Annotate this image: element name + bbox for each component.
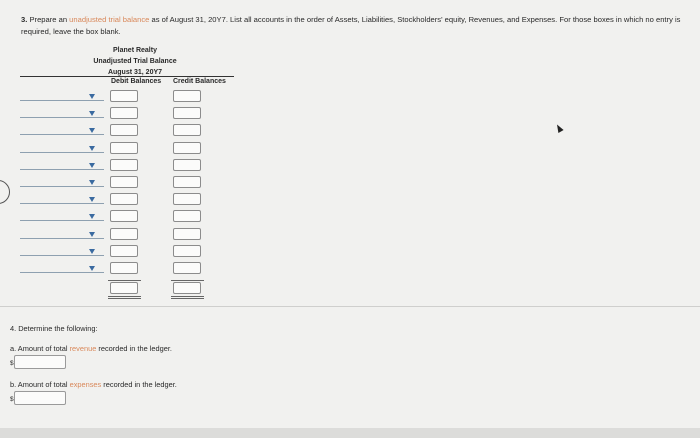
account-select[interactable] [20,238,104,239]
debit-double-rule [108,296,141,297]
debit-header: Debit Balances [111,78,162,85]
credit-amount-input[interactable] [173,193,201,205]
chevron-down-icon[interactable] [89,249,95,254]
debit-amount-input[interactable] [110,245,138,257]
credit-amount-input[interactable] [173,159,201,171]
q3-term-link[interactable]: unadjusted trial balance [69,15,150,24]
debit-double-rule [108,298,141,299]
credit-amount-input[interactable] [173,90,201,102]
debit-amount-input[interactable] [110,262,138,274]
question-4-intro: 4. Determine the following: [10,324,98,333]
debit-amount-input[interactable] [110,228,138,240]
credit-total-input[interactable] [173,282,201,294]
chevron-down-icon[interactable] [89,232,95,237]
credit-amount-input[interactable] [173,142,201,154]
chevron-down-icon[interactable] [89,128,95,133]
chevron-down-icon[interactable] [89,146,95,151]
question-number: 3. [21,15,28,24]
debit-amount-input[interactable] [110,142,138,154]
account-select[interactable] [20,134,104,135]
credit-total-rule [171,280,204,281]
chevron-down-icon[interactable] [89,266,95,271]
credit-amount-input[interactable] [173,210,201,222]
chevron-down-icon[interactable] [89,111,95,116]
section-divider [0,306,700,307]
mouse-pointer-icon [554,123,563,133]
q4b-currency: $ [10,396,14,403]
statement-heading [60,45,210,78]
q4a-suffix: recorded in the ledger. [98,344,172,353]
debit-amount-input[interactable] [110,159,138,171]
q4a-currency: $ [10,360,14,367]
q4b-prefix: b. Amount of total [10,380,68,389]
debit-amount-input[interactable] [110,193,138,205]
credit-amount-input[interactable] [173,245,201,257]
account-select[interactable] [20,100,104,101]
credit-amount-input[interactable] [173,176,201,188]
q4b-term-link[interactable]: expenses [69,380,102,389]
chevron-down-icon[interactable] [89,94,95,99]
credit-double-rule [171,298,204,299]
company-name: Planet Realty [113,47,157,54]
account-select[interactable] [20,169,104,170]
credit-amount-input[interactable] [173,107,201,119]
debit-amount-input[interactable] [110,107,138,119]
account-select[interactable] [20,220,104,221]
chevron-down-icon[interactable] [89,163,95,168]
question-3-text [21,14,681,38]
debit-total-input[interactable] [110,282,138,294]
debit-total-rule [108,280,141,281]
header-rule [20,76,234,77]
question-4a [10,344,172,353]
credit-amount-input[interactable] [173,228,201,240]
credit-double-rule [171,296,204,297]
credit-header: Credit Balances [173,78,226,85]
debit-amount-input[interactable] [110,90,138,102]
revenue-answer-input[interactable] [14,355,66,369]
expenses-answer-input[interactable] [14,391,66,405]
account-select[interactable] [20,117,104,118]
statement-title: Unadjusted Trial Balance [93,58,177,65]
credit-amount-input[interactable] [173,124,201,136]
chevron-down-icon[interactable] [89,180,95,185]
chevron-down-icon[interactable] [89,197,95,202]
account-select[interactable] [20,152,104,153]
statement-date: August 31, 20Y7 [107,69,163,76]
q4a-prefix: a. Amount of total [10,344,68,353]
credit-amount-input[interactable] [173,262,201,274]
debit-amount-input[interactable] [110,176,138,188]
account-select[interactable] [20,272,104,273]
chevron-down-icon[interactable] [89,214,95,219]
debit-amount-input[interactable] [110,210,138,222]
debit-amount-input[interactable] [110,124,138,136]
q4a-term-link[interactable]: revenue [69,344,97,353]
account-select[interactable] [20,203,104,204]
account-select[interactable] [20,255,104,256]
q3-prefix: Prepare an [29,15,68,24]
side-circle [0,180,10,204]
bottom-bar [0,428,700,438]
question-4b [10,380,177,389]
account-select[interactable] [20,186,104,187]
q3-suffix: as of August 31, 20Y7. List all accounts in the order of Assets, Liabilities, Stockholders' equity, Revenues, and Expenses. For those boxes in which no entry is required, leave the box blank. [21,15,681,36]
q4b-suffix: recorded in the ledger. [103,380,177,389]
